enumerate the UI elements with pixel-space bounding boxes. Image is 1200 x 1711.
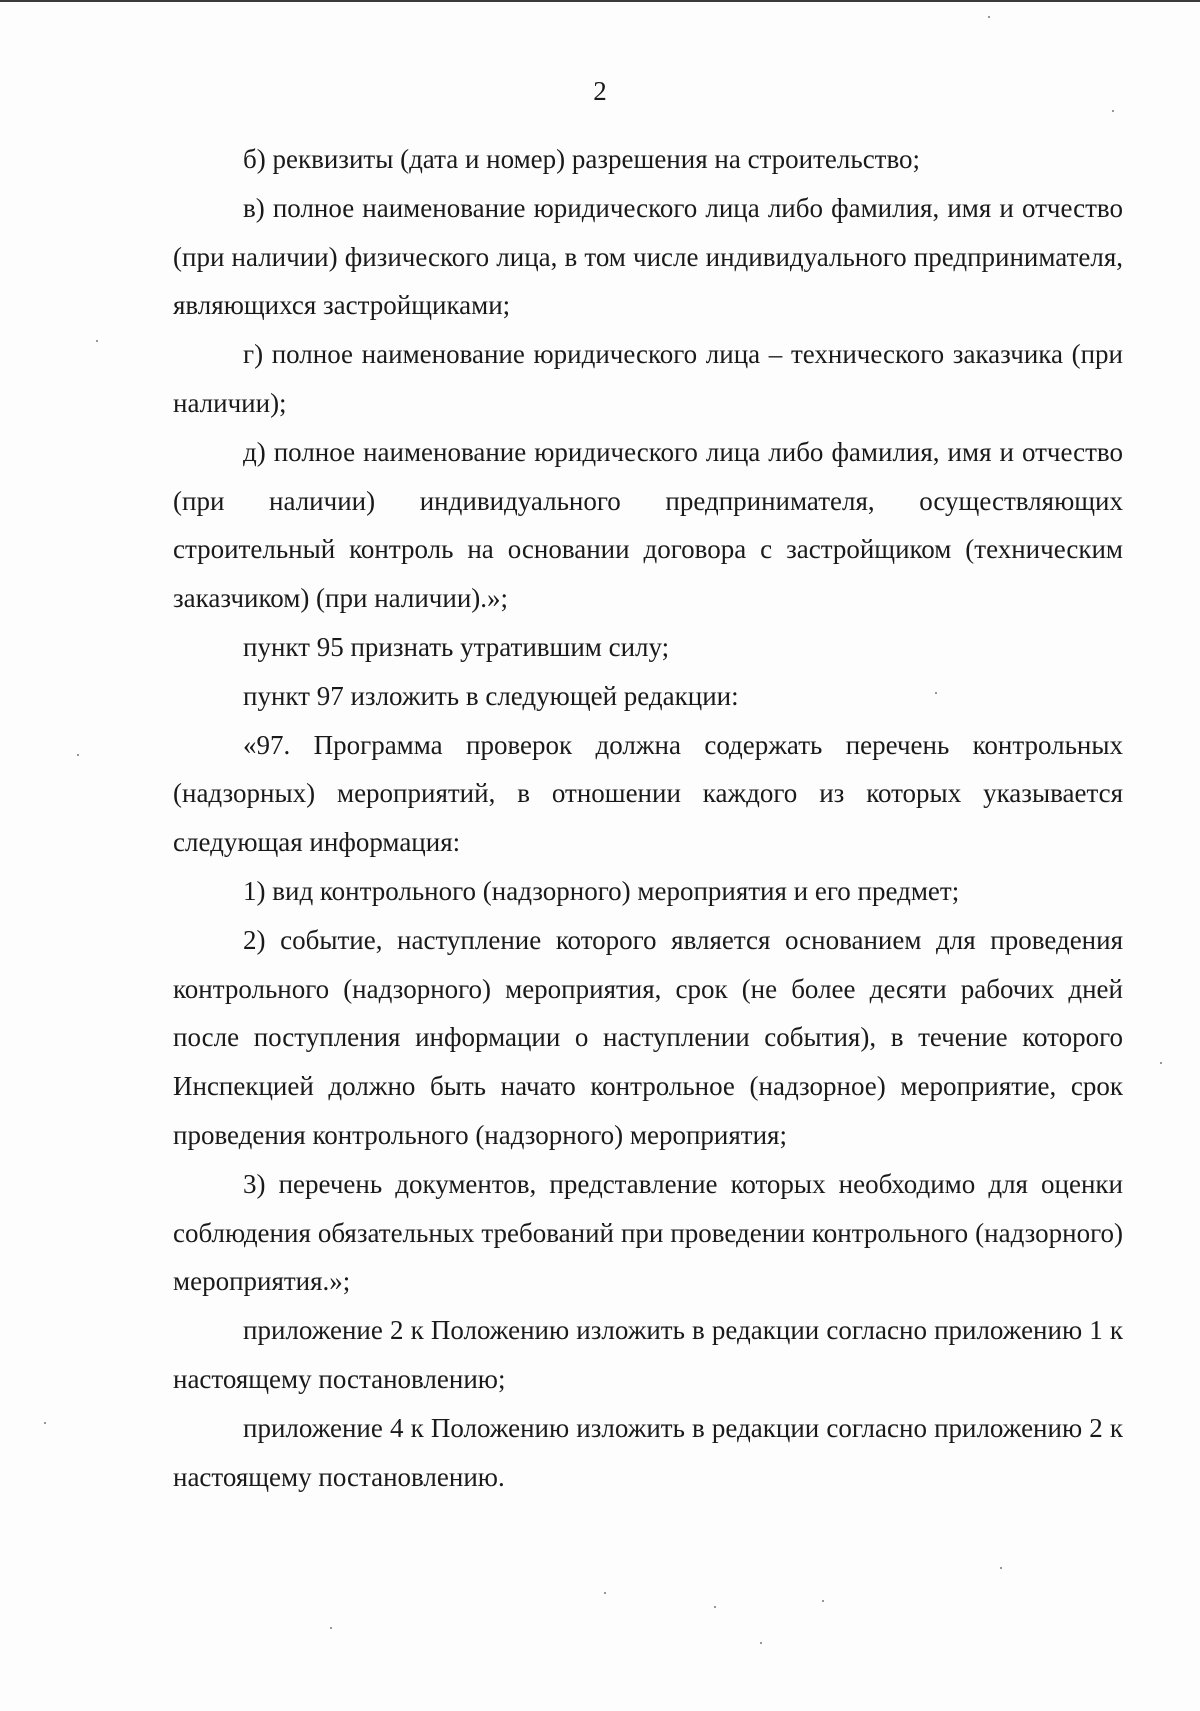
paragraph-97-intro: «97. Программа проверок должна содержать перечень контрольных (надзорных) мероприятий, в отношении каждого из которых указывается следующая информация:: [173, 729, 1123, 858]
paragraph-item-97: пункт 97 изложить в следующей редакции:: [243, 680, 739, 711]
scan-speck: [988, 16, 990, 18]
scan-speck: [1112, 110, 1114, 112]
scan-speck: [1000, 1567, 1002, 1569]
paragraph-b: б) реквизиты (дата и номер) разрешения на строительство;: [243, 144, 921, 174]
scan-speck: [935, 692, 937, 694]
paragraph-item-95: пункт 95 признать утратившим силу;: [243, 631, 670, 662]
paragraph-g: г) полное наименование юридического лица – технического заказчика (при наличии);: [173, 339, 1123, 418]
scan-speck: [822, 1600, 824, 1602]
scan-speck: [714, 1606, 716, 1608]
paragraph-97-1: 1) вид контрольного (надзорного) мероприятия и его предмет;: [243, 875, 960, 906]
scan-speck: [44, 1422, 46, 1424]
scan-speck: [77, 754, 79, 756]
paragraph-97-2: 2) событие, наступление которого является основанием для проведения контрольного (надзорного) мероприятия, срок (не более десяти рабочих дней после поступления информации о наступлении события), в течение которого Инспекцией должно быть начато контрольное (надзорное) мероприятие, срок проведения контрольного (надзорного) мероприятия;: [173, 924, 1123, 1150]
scan-speck: [1160, 1062, 1162, 1064]
scan-speck: [330, 1627, 332, 1629]
scan-speck: [96, 340, 98, 342]
paragraph-appendix-2: приложение 2 к Положению изложить в редакции согласно приложению 1 к настоящему постановлению;: [173, 1315, 1123, 1394]
page-number: 2: [593, 76, 607, 106]
document-body: [173, 135, 1123, 1501]
paragraph-appendix-4: приложение 4 к Положению изложить в редакции согласно приложению 2 к настоящему постановлению.: [173, 1412, 1123, 1492]
scan-speck: [604, 1592, 606, 1594]
scan-speck: [760, 1642, 762, 1644]
paragraph-97-3: 3) перечень документов, представление которых необходимо для оценки соблюдения обязательных требований при проведении контрольного (надзорного) мероприятия.»;: [173, 1168, 1123, 1297]
paragraph-d: д) полное наименование юридического лица либо фамилия, имя и отчество (при наличии) индивидуального предпринимателя, осуществляющих строительный контроль на основании договора с застройщиком (техническим заказчиком) (при наличии).»;: [173, 436, 1123, 614]
paragraph-v: в) полное наименование юридического лица либо фамилия, имя и отчество (при наличии) физического лица, в том числе индивидуального предпринимателя, являющихся застройщиками;: [173, 192, 1123, 321]
